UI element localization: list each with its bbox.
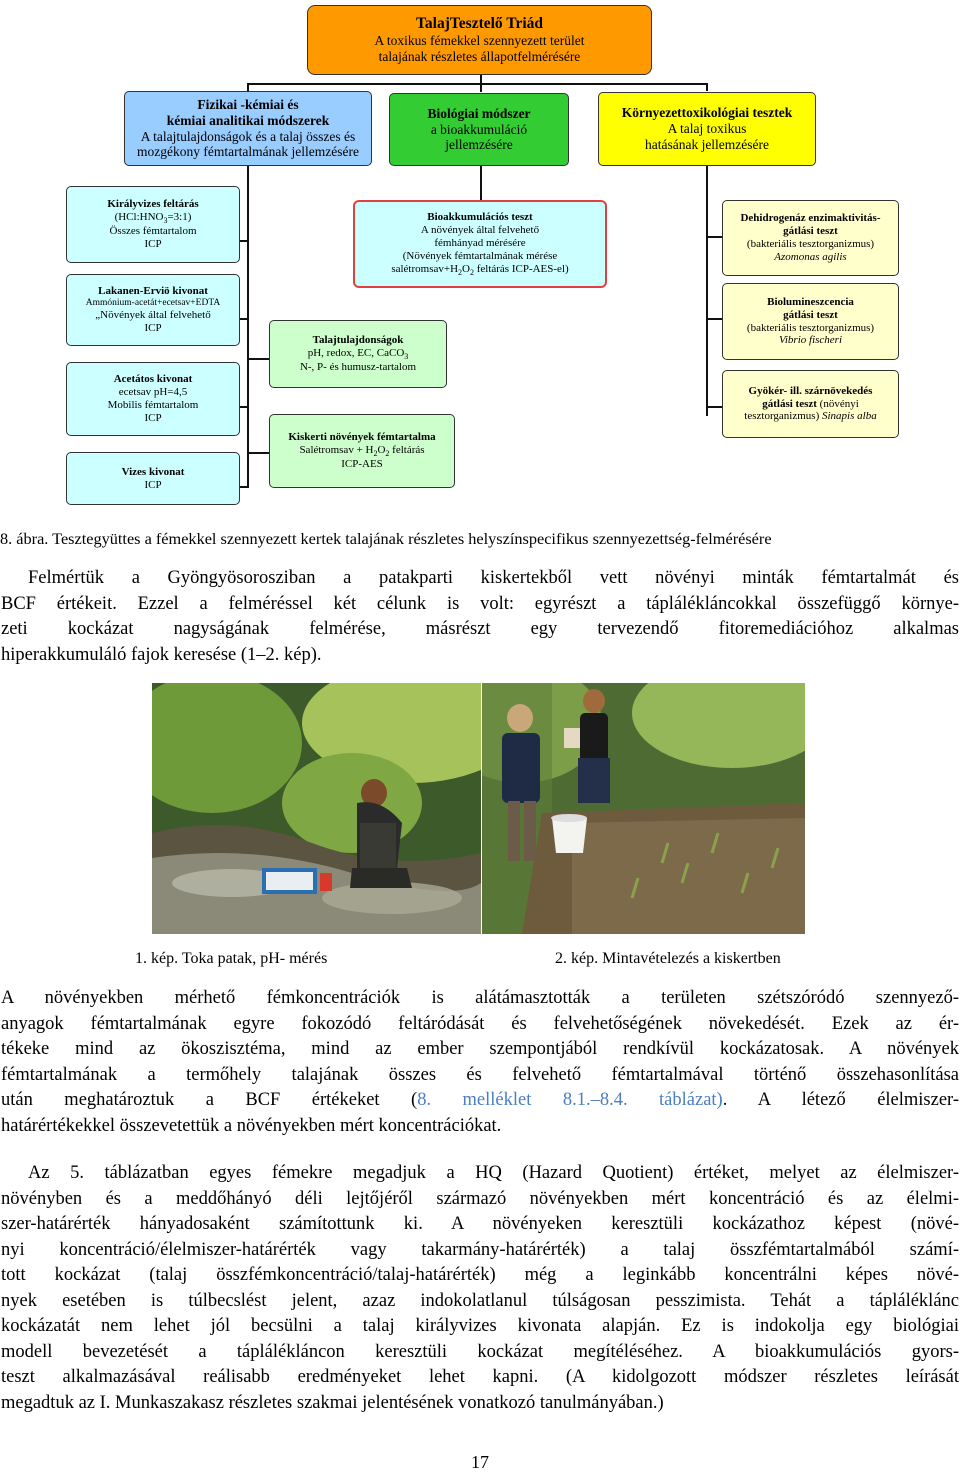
box-line: A növények által felvehető (420, 223, 540, 236)
connector-line (480, 166, 482, 200)
connector-line (706, 166, 708, 416)
soil-properties-box (269, 320, 447, 388)
appendix-table-link[interactable]: 8. melléklet 8.1.–8.4. táblázat) (417, 1090, 723, 1110)
connector-line (247, 166, 249, 488)
root-title: TalajTesztelő Triád (415, 14, 544, 32)
connector-line (247, 358, 269, 360)
connector-line (240, 486, 249, 488)
box-line: pH, redox, EC, CaCO$_3$ (307, 346, 409, 361)
aqua-regia-box (66, 186, 240, 263)
root-growth-test-box (722, 370, 899, 438)
garden-plants-box (269, 414, 455, 488)
box-line: (bakteriális tesztorganizmus) (746, 238, 875, 250)
bioluminescence-test-box (722, 283, 899, 360)
text-line: növényben és a meddőhányó déli lejtőjéről származó növényekben mért koncentráció és az élelmi- (1, 1188, 959, 1209)
box-line: Kiskerti növények fémtartalma (288, 430, 436, 443)
box-line: jellemzésére (445, 137, 513, 153)
box-line: $salétromsav+H_2O_2$ feltárás ICP-AES-el) (391, 262, 569, 277)
box-line: gátlási teszt (növényi (762, 397, 859, 410)
text-line: nyek esetében is túlbecslést jelent, azaz indokolatlanul túlságosan pesszimista. Tehát a tápláléklánc (1, 1290, 959, 1311)
text-line: nyi koncentráció/élelmiszer-határérték vagy takarmány-határérték) a talaj összfémtartalmából számí- (1, 1239, 959, 1260)
text-line: Az 5. táblázatban egyes fémekre megadjuk a HQ (Hazard Quotient) értéket, melyet az élelmiszer- (28, 1163, 959, 1183)
box-line: Vizes kivonat (121, 465, 185, 478)
box-line: gátlási teszt (783, 225, 838, 238)
connector-line (240, 318, 249, 320)
root-line: talajának részletes állapotfelmérésére (378, 49, 581, 65)
connector-line (247, 83, 707, 85)
box-line: Fizikai -kémiai és (197, 96, 299, 112)
box-line: Lakanen-Erviö kivonat (98, 284, 208, 297)
box-line: Acetátos kivonat (113, 373, 193, 386)
box-line: Összes fémtartalom (109, 225, 197, 238)
text-line: fémtartalmának a termőhely talajának összes és felvehető fémtartalmával történő összehasonlítása (1, 1064, 959, 1085)
text-line: szer-határérték hányadosaként számítottunk ki. A növényeken keresztüli kockázathoz képest (növé- (1, 1214, 959, 1234)
text-line: Felmértük a Gyöngyösorosziban a patakparti kiskertekből vett növényi minták fémtartalmát és (28, 568, 959, 588)
box-line: ICP (144, 411, 162, 424)
photo-caption-right: 2. kép. Mintavételezés a kiskertben (555, 950, 781, 967)
box-line: Dehidrogenáz enzimaktivitás- (740, 212, 881, 225)
box-line: Biolumineszcencia (767, 295, 854, 308)
box-line: (bakteriális tesztorganizmus) (746, 321, 875, 334)
text-line: modell bevezetését a táplálékláncon keresztüli kockázat megítéléséhez. A bioakkumulációs gyors- (1, 1341, 959, 1362)
physchem-methods-box (124, 91, 372, 166)
box-line: fémhányad mérésére (434, 236, 526, 249)
box-line: Királyvizes feltárás (107, 197, 199, 210)
ecotox-tests-box (598, 92, 816, 166)
box-line: Környezettoxikológiai tesztek (621, 105, 793, 121)
box-line: N-, P- és humusz-tartalom (299, 361, 417, 374)
box-line: Azomonas agilis (774, 250, 847, 263)
text-line: tékeke mind az ökoszisztéma, mind az ember szempontjából rendkívül kockázatosak. A növények (1, 1039, 959, 1059)
box-line: Gyökér- ill. szárnövekedés (748, 384, 873, 397)
box-line: Salétromsav + $H_2O_2$ feltárás (299, 443, 425, 458)
box-line: ICP-AES (341, 458, 383, 471)
box-line: kémiai analitikai módszerek (166, 112, 330, 128)
box-line: „Növények által felvehető (95, 309, 211, 322)
text-line: tott kockázat (talaj összfémkoncentráció/talaj-határérték) még a leginkább koncentrálni képes növé- (1, 1265, 959, 1285)
box-line: mozgékony fémtartalmának jellemzésére (137, 144, 359, 160)
paragraph (1, 1161, 959, 1416)
box-line: ICP (144, 478, 162, 491)
box-line: Talajtulajdonságok (312, 333, 404, 346)
root-line: A toxikus fémekkel szennyezett terület (374, 33, 585, 49)
connector-line (240, 406, 249, 408)
box-line: ICP (144, 322, 162, 335)
box-line: A talajtulajdonságok és a talaj összes és (140, 128, 356, 144)
box-line: hatásának jellemzésére (644, 136, 770, 152)
paragraph (1, 566, 959, 668)
text-line: zeti kockázat nagyságának felmérése, másrészt egy tervezendő fitoremediációhoz alkalmas (1, 619, 959, 639)
acetate-box (66, 362, 240, 436)
text-line: anyagok fémtartalmának egyre fokozódó feltáródását és felvehetőségének növekedését. Ezek az ér- (1, 1013, 959, 1034)
text-line: A növényekben mérhető fémkoncentrációk is alátámasztották a területen szétszóródó szennyező- (1, 988, 959, 1008)
lakanen-box (66, 274, 240, 346)
box-line: Biológiai módszer (427, 105, 531, 121)
text-line: megadtuk az I. Munkaszakasz részletes szakmai jelentésének vonatkozó tanulmányában.) (1, 1392, 664, 1413)
bioaccumulation-test-box (353, 200, 607, 288)
box-line: A talaj toxikus (667, 121, 747, 137)
connector-line (247, 452, 269, 454)
connector-line (247, 83, 249, 91)
connector-line (240, 240, 249, 242)
photo-toka-stream (152, 683, 481, 934)
dehydrogenase-test-box (722, 200, 899, 276)
box-line: (Növények fémtartalmának mérése (402, 249, 558, 262)
water-extract-box (66, 452, 240, 505)
text-line: BCF értékeit. Ezzel a felméréssel két célunk is volt: egyrészt a táplálékláncokkal összefüggő környe- (1, 593, 959, 614)
box-line: ecetsav pH=4,5 (118, 386, 188, 399)
box-line: Ammónium-acetát+ecetsav+EDTA (85, 297, 221, 308)
box-line: Mobilis fémtartalom (107, 399, 199, 411)
paragraph (1, 986, 959, 1139)
box-line: Bioakkumulációs teszt (427, 210, 533, 223)
diagram-root-box (307, 5, 652, 75)
photo-caption-left: 1. kép. Toka patak, pH- mérés (135, 950, 328, 967)
figure-caption: 8. ábra. Tesztegyüttes a fémekkel szennyezett kertek talajának részletes helyszínspecifikus szennyezettség-felmérésére (0, 529, 772, 548)
text-line: határértékekkel összevetettük a növényekben mért koncentrációkat. (1, 1115, 502, 1136)
page-number: 17 (471, 1452, 489, 1472)
box-line: Vibrio fischeri (778, 334, 843, 347)
text-line: teszt alkalmazásával reálisabb eredményeket lehet kapni. (A kidolgozott módszer részletes leírását (1, 1367, 959, 1387)
box-line: $(HCl:HNO_3=3:1)$ (114, 210, 192, 225)
box-line: tesztorganizmus) Sinapis alba (744, 410, 877, 423)
text-line: után meghatároztuk a BCF értékeket (8. melléklet 8.1.–8.4. táblázat). A létező élelmiszer- (1, 1090, 960, 1110)
biological-method-box (389, 93, 569, 166)
box-line: a bioakkumuláció (430, 121, 528, 137)
box-line: gátlási teszt (783, 308, 838, 321)
text-line: kockázatát nem lehet jól becsülni a talaj királyvizes kivonata alapján. Ez is indokolja egy biológiai (1, 1316, 959, 1336)
connector-line (706, 83, 708, 91)
photo-garden-sampling (482, 683, 805, 934)
text-line: hiperakkumuláló fajok keresése (1–2. kép). (1, 644, 322, 665)
box-line: ICP (144, 238, 162, 251)
